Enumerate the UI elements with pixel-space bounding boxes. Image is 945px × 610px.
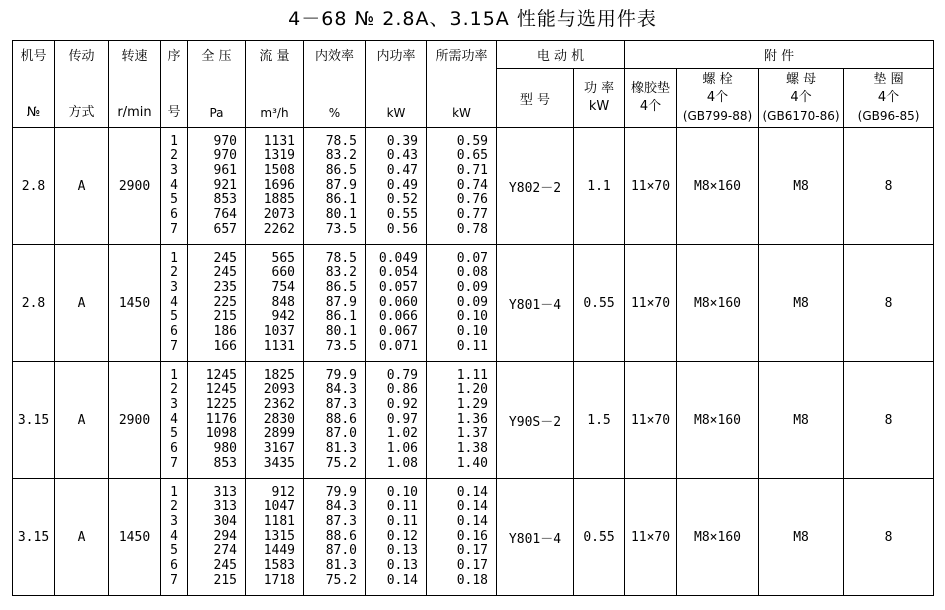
cell-rubber-pad: 11×70 xyxy=(625,362,677,479)
cell-flow-value: 2093 xyxy=(263,382,295,398)
cell-required-power-value: 0.10 xyxy=(456,309,488,325)
cell-motor-type: Y801－4 xyxy=(497,479,574,596)
cell-required-power-value: 0.78 xyxy=(456,221,488,237)
cell-inner-power-value: 0.066 xyxy=(378,309,418,325)
cell-seq-value: 3 xyxy=(170,279,178,295)
cell-motor-type: Y802－2 xyxy=(497,128,574,245)
cell-seq-value: 6 xyxy=(170,441,178,457)
cell-required-power-value: 0.14 xyxy=(456,499,488,515)
cell-speed: 2900 xyxy=(109,128,161,245)
cell-efficiency-value: 73.5 xyxy=(325,338,357,354)
cell-seq-value: 4 xyxy=(170,294,178,310)
cell-flow-value: 565 xyxy=(271,250,295,266)
header-nut: 螺 母 4个 (GB6170-86) xyxy=(759,69,844,128)
cell-drive: A xyxy=(55,245,109,362)
header-washer: 垫 圈 4个 (GB96-85) xyxy=(844,69,934,128)
cell-model-no: 2.8 xyxy=(13,245,55,362)
cell-flow-value: 1315 xyxy=(263,528,295,544)
cell-pressure xyxy=(188,245,246,362)
header-motor-power: 功 率 kW xyxy=(574,69,625,128)
cell-efficiency-value: 83.2 xyxy=(325,148,357,164)
cell-inner-power-value: 0.79 xyxy=(386,367,418,383)
cell-seq-value: 3 xyxy=(170,513,178,529)
cell-required-power-value: 0.10 xyxy=(456,324,488,340)
cell-seq-value: 7 xyxy=(170,221,178,237)
cell-speed: 1450 xyxy=(109,479,161,596)
cell-efficiency xyxy=(304,479,366,596)
cell-efficiency-value: 86.1 xyxy=(325,309,357,325)
cell-required-power-value: 0.14 xyxy=(456,484,488,500)
cell-efficiency-value: 86.1 xyxy=(325,192,357,208)
cell-efficiency xyxy=(304,128,366,245)
cell-efficiency-value: 80.1 xyxy=(325,324,357,340)
cell-seq-value: 5 xyxy=(170,192,178,208)
cell-pressure-value: 1245 xyxy=(205,367,237,383)
cell-bolt: M8×160 xyxy=(677,362,759,479)
cell-seq xyxy=(161,128,188,245)
cell-required-power-value: 1.38 xyxy=(456,441,488,457)
cell-efficiency-value: 88.6 xyxy=(325,411,357,427)
cell-efficiency-value: 86.5 xyxy=(325,279,357,295)
cell-required-power xyxy=(427,245,497,362)
cell-seq xyxy=(161,362,188,479)
cell-efficiency xyxy=(304,362,366,479)
cell-seq-value: 4 xyxy=(170,411,178,427)
cell-inner-power-value: 0.071 xyxy=(378,338,418,354)
cell-speed: 1450 xyxy=(109,245,161,362)
cell-bolt: M8×160 xyxy=(677,128,759,245)
cell-drive: A xyxy=(55,479,109,596)
cell-inner-power-value: 0.10 xyxy=(386,484,418,500)
cell-flow-value: 1449 xyxy=(263,543,295,559)
cell-pressure-value: 657 xyxy=(213,221,237,237)
cell-seq-value: 2 xyxy=(170,382,178,398)
cell-washer: 8 xyxy=(844,362,934,479)
cell-inner-power-value: 0.56 xyxy=(386,221,418,237)
cell-flow-value: 660 xyxy=(271,265,295,281)
header-speed: 转速 r/min xyxy=(109,41,161,128)
cell-required-power-value: 0.18 xyxy=(456,572,488,588)
cell-inner-power-value: 0.86 xyxy=(386,382,418,398)
cell-required-power xyxy=(427,362,497,479)
cell-inner-power-value: 1.08 xyxy=(386,455,418,471)
cell-pressure-value: 313 xyxy=(213,499,237,515)
table-row xyxy=(13,479,934,596)
cell-pressure-value: 853 xyxy=(213,455,237,471)
cell-pressure-value: 215 xyxy=(213,572,237,588)
cell-pressure-value: 961 xyxy=(213,162,237,178)
cell-pressure-value: 245 xyxy=(213,250,237,266)
cell-required-power-value: 0.07 xyxy=(456,250,488,266)
cell-flow-value: 1131 xyxy=(263,133,295,149)
cell-efficiency-value: 73.5 xyxy=(325,221,357,237)
cell-seq-value: 6 xyxy=(170,324,178,340)
cell-flow-value: 1885 xyxy=(263,192,295,208)
cell-pressure-value: 186 xyxy=(213,324,237,340)
cell-pressure-value: 1098 xyxy=(205,426,237,442)
cell-efficiency-value: 78.5 xyxy=(325,133,357,149)
cell-nut: M8 xyxy=(759,128,844,245)
cell-flow-value: 912 xyxy=(271,484,295,500)
cell-flow-value: 1508 xyxy=(263,162,295,178)
cell-pressure xyxy=(188,479,246,596)
cell-flow-value: 848 xyxy=(271,294,295,310)
cell-model-no: 3.15 xyxy=(13,362,55,479)
table-title: 4－68 № 2.8A、3.15A 性能与选用件表 xyxy=(288,8,657,30)
header-drive: 传动 方式 xyxy=(55,41,109,128)
cell-inner-power xyxy=(366,362,427,479)
cell-seq-value: 2 xyxy=(170,148,178,164)
cell-required-power-value: 0.65 xyxy=(456,148,488,164)
cell-flow-value: 1696 xyxy=(263,177,295,193)
cell-flow-value: 1583 xyxy=(263,558,295,574)
table-row xyxy=(13,362,934,479)
cell-inner-power-value: 0.067 xyxy=(378,324,418,340)
cell-flow-value: 2899 xyxy=(263,426,295,442)
cell-flow xyxy=(246,245,304,362)
cell-inner-power-value: 0.43 xyxy=(386,148,418,164)
table-row xyxy=(13,245,934,362)
cell-efficiency-value: 87.0 xyxy=(325,426,357,442)
cell-seq-value: 5 xyxy=(170,543,178,559)
cell-seq-value: 1 xyxy=(170,367,178,383)
cell-inner-power-value: 0.054 xyxy=(378,265,418,281)
cell-flow-value: 2362 xyxy=(263,396,295,412)
cell-flow-value: 3167 xyxy=(263,441,295,457)
cell-pressure-value: 215 xyxy=(213,309,237,325)
cell-inner-power-value: 0.14 xyxy=(386,572,418,588)
cell-required-power-value: 0.09 xyxy=(456,279,488,295)
cell-inner-power-value: 0.47 xyxy=(386,162,418,178)
cell-seq-value: 6 xyxy=(170,558,178,574)
cell-flow-value: 2830 xyxy=(263,411,295,427)
cell-pressure-value: 245 xyxy=(213,265,237,281)
cell-speed: 2900 xyxy=(109,362,161,479)
cell-inner-power-value: 0.057 xyxy=(378,279,418,295)
cell-inner-power-value: 0.92 xyxy=(386,396,418,412)
cell-pressure-value: 970 xyxy=(213,148,237,164)
cell-pressure-value: 921 xyxy=(213,177,237,193)
cell-flow xyxy=(246,362,304,479)
cell-seq-value: 7 xyxy=(170,338,178,354)
cell-seq-value: 2 xyxy=(170,265,178,281)
cell-model-no: 2.8 xyxy=(13,128,55,245)
cell-pressure-value: 1176 xyxy=(205,411,237,427)
cell-seq-value: 3 xyxy=(170,162,178,178)
cell-flow-value: 1825 xyxy=(263,367,295,383)
cell-rubber-pad: 11×70 xyxy=(625,479,677,596)
header-seq: 序 号 xyxy=(161,41,188,128)
cell-seq-value: 4 xyxy=(170,177,178,193)
cell-bolt: M8×160 xyxy=(677,245,759,362)
header-motor-type: 型 号 xyxy=(497,69,574,128)
cell-required-power-value: 0.16 xyxy=(456,528,488,544)
header-row-1 xyxy=(13,41,934,69)
cell-nut: M8 xyxy=(759,245,844,362)
cell-efficiency-value: 88.6 xyxy=(325,528,357,544)
cell-flow-value: 1181 xyxy=(263,513,295,529)
cell-required-power-value: 0.74 xyxy=(456,177,488,193)
cell-seq-value: 1 xyxy=(170,484,178,500)
performance-table xyxy=(12,40,934,596)
cell-efficiency-value: 79.9 xyxy=(325,484,357,500)
cell-efficiency-value: 75.2 xyxy=(325,455,357,471)
cell-flow-value: 1037 xyxy=(263,324,295,340)
cell-pressure-value: 245 xyxy=(213,558,237,574)
cell-inner-power-value: 0.39 xyxy=(386,133,418,149)
cell-efficiency-value: 79.9 xyxy=(325,367,357,383)
cell-flow-value: 1718 xyxy=(263,572,295,588)
cell-pressure-value: 166 xyxy=(213,338,237,354)
cell-required-power-value: 1.11 xyxy=(456,367,488,383)
cell-pressure-value: 1225 xyxy=(205,396,237,412)
cell-efficiency-value: 86.5 xyxy=(325,162,357,178)
header-pressure: 全 压 Pa xyxy=(188,41,246,128)
cell-required-power-value: 0.17 xyxy=(456,558,488,574)
cell-motor-type: Y801－4 xyxy=(497,245,574,362)
cell-required-power-value: 1.37 xyxy=(456,426,488,442)
cell-flow-value: 2073 xyxy=(263,207,295,223)
cell-seq-value: 5 xyxy=(170,426,178,442)
header-rubber-pad: 橡胶垫 4个 xyxy=(625,69,677,128)
cell-inner-power-value: 0.13 xyxy=(386,558,418,574)
cell-required-power-value: 0.71 xyxy=(456,162,488,178)
cell-pressure-value: 235 xyxy=(213,279,237,295)
cell-flow-value: 942 xyxy=(271,309,295,325)
cell-efficiency-value: 81.3 xyxy=(325,558,357,574)
cell-rubber-pad: 11×70 xyxy=(625,128,677,245)
cell-efficiency-value: 78.5 xyxy=(325,250,357,266)
header-flow: 流 量 m³/h xyxy=(246,41,304,128)
cell-required-power-value: 0.09 xyxy=(456,294,488,310)
cell-seq xyxy=(161,479,188,596)
cell-required-power-value: 0.11 xyxy=(456,338,488,354)
header-inner-efficiency: 内效率 % xyxy=(304,41,366,128)
cell-pressure-value: 294 xyxy=(213,528,237,544)
header-bolt: 螺 栓 4个 (GB799-88) xyxy=(677,69,759,128)
cell-flow-value: 754 xyxy=(271,279,295,295)
cell-required-power-value: 1.36 xyxy=(456,411,488,427)
cell-inner-power xyxy=(366,479,427,596)
cell-seq-value: 7 xyxy=(170,572,178,588)
cell-efficiency-value: 84.3 xyxy=(325,382,357,398)
cell-inner-power-value: 0.52 xyxy=(386,192,418,208)
cell-pressure-value: 274 xyxy=(213,543,237,559)
cell-bolt: M8×160 xyxy=(677,479,759,596)
cell-pressure-value: 853 xyxy=(213,192,237,208)
cell-seq-value: 5 xyxy=(170,309,178,325)
header-model-no: 机号 № xyxy=(13,41,55,128)
header-required-power: 所需功率 kW xyxy=(427,41,497,128)
cell-efficiency-value: 75.2 xyxy=(325,572,357,588)
cell-motor-power: 0.55 xyxy=(574,479,625,596)
header-accessories: 附 件 xyxy=(625,41,934,69)
cell-flow-value: 1319 xyxy=(263,148,295,164)
header-motor: 电 动 机 xyxy=(497,41,625,69)
cell-flow-value: 2262 xyxy=(263,221,295,237)
cell-pressure-value: 1245 xyxy=(205,382,237,398)
cell-pressure xyxy=(188,362,246,479)
cell-required-power-value: 1.29 xyxy=(456,396,488,412)
cell-seq-value: 1 xyxy=(170,250,178,266)
cell-efficiency xyxy=(304,245,366,362)
cell-model-no: 3.15 xyxy=(13,479,55,596)
cell-flow-value: 3435 xyxy=(263,455,295,471)
cell-required-power xyxy=(427,479,497,596)
cell-pressure-value: 313 xyxy=(213,484,237,500)
cell-inner-power-value: 1.02 xyxy=(386,426,418,442)
cell-efficiency-value: 83.2 xyxy=(325,265,357,281)
cell-inner-power-value: 0.11 xyxy=(386,513,418,529)
cell-motor-power: 0.55 xyxy=(574,245,625,362)
cell-required-power-value: 0.77 xyxy=(456,207,488,223)
cell-nut: M8 xyxy=(759,479,844,596)
cell-motor-power: 1.1 xyxy=(574,128,625,245)
cell-flow xyxy=(246,479,304,596)
cell-flow-value: 1131 xyxy=(263,338,295,354)
cell-drive: A xyxy=(55,362,109,479)
cell-efficiency-value: 87.9 xyxy=(325,294,357,310)
cell-efficiency-value: 87.3 xyxy=(325,396,357,412)
cell-washer: 8 xyxy=(844,479,934,596)
cell-washer: 8 xyxy=(844,245,934,362)
cell-efficiency-value: 80.1 xyxy=(325,207,357,223)
cell-seq-value: 6 xyxy=(170,207,178,223)
cell-pressure xyxy=(188,128,246,245)
cell-inner-power-value: 0.11 xyxy=(386,499,418,515)
cell-washer: 8 xyxy=(844,128,934,245)
cell-seq-value: 7 xyxy=(170,455,178,471)
cell-pressure-value: 764 xyxy=(213,207,237,223)
cell-efficiency-value: 87.3 xyxy=(325,513,357,529)
cell-nut: M8 xyxy=(759,362,844,479)
cell-inner-power-value: 0.060 xyxy=(378,294,418,310)
cell-inner-power-value: 0.049 xyxy=(378,250,418,266)
cell-inner-power xyxy=(366,245,427,362)
cell-efficiency-value: 84.3 xyxy=(325,499,357,515)
cell-pressure-value: 304 xyxy=(213,513,237,529)
cell-required-power-value: 0.14 xyxy=(456,513,488,529)
cell-seq-value: 3 xyxy=(170,396,178,412)
cell-motor-type: Y90S－2 xyxy=(497,362,574,479)
cell-seq-value: 4 xyxy=(170,528,178,544)
cell-inner-power-value: 0.49 xyxy=(386,177,418,193)
cell-required-power-value: 0.17 xyxy=(456,543,488,559)
cell-efficiency-value: 81.3 xyxy=(325,441,357,457)
cell-inner-power-value: 0.97 xyxy=(386,411,418,427)
cell-drive: A xyxy=(55,128,109,245)
header-inner-power: 内功率 kW xyxy=(366,41,427,128)
cell-efficiency-value: 87.0 xyxy=(325,543,357,559)
cell-inner-power xyxy=(366,128,427,245)
cell-inner-power-value: 0.13 xyxy=(386,543,418,559)
cell-required-power-value: 1.20 xyxy=(456,382,488,398)
cell-flow-value: 1047 xyxy=(263,499,295,515)
cell-seq-value: 1 xyxy=(170,133,178,149)
cell-rubber-pad: 11×70 xyxy=(625,245,677,362)
cell-required-power-value: 0.76 xyxy=(456,192,488,208)
cell-required-power-value: 0.08 xyxy=(456,265,488,281)
cell-motor-power: 1.5 xyxy=(574,362,625,479)
cell-efficiency-value: 87.9 xyxy=(325,177,357,193)
cell-pressure-value: 980 xyxy=(213,441,237,457)
table-row xyxy=(13,128,934,245)
cell-flow xyxy=(246,128,304,245)
cell-pressure-value: 970 xyxy=(213,133,237,149)
cell-required-power-value: 0.59 xyxy=(456,133,488,149)
cell-inner-power-value: 0.12 xyxy=(386,528,418,544)
cell-required-power-value: 1.40 xyxy=(456,455,488,471)
cell-inner-power-value: 1.06 xyxy=(386,441,418,457)
cell-inner-power-value: 0.55 xyxy=(386,207,418,223)
cell-required-power xyxy=(427,128,497,245)
cell-pressure-value: 225 xyxy=(213,294,237,310)
cell-seq-value: 2 xyxy=(170,499,178,515)
cell-seq xyxy=(161,245,188,362)
